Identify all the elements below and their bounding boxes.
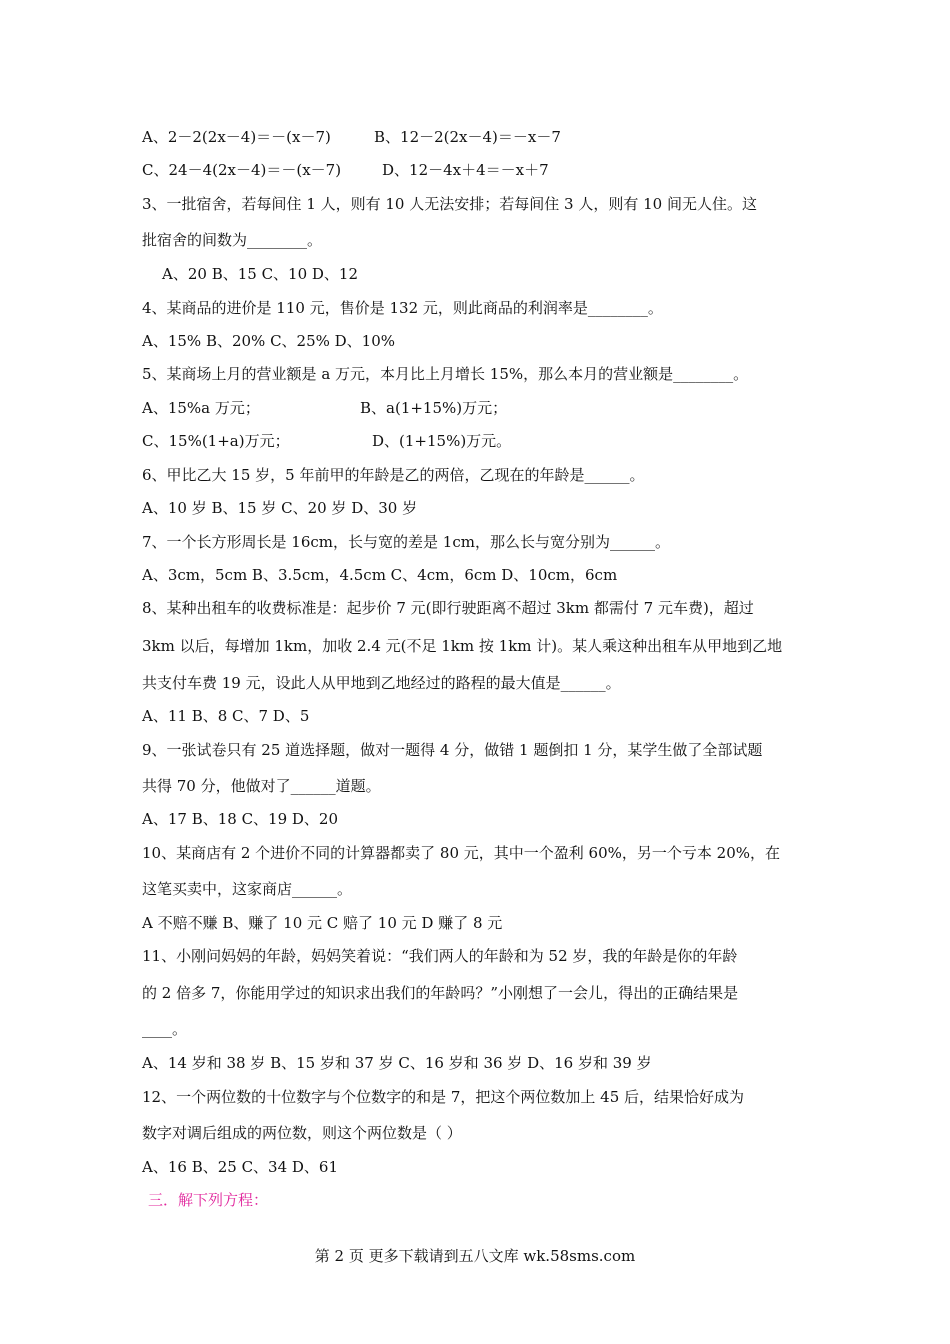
question-9-line-1: 9、一张试卷只有 25 道选择题，做对一题得 4 分，做错 1 题倒扣 1 分，某学生做了全部试题 [142,741,763,759]
question-4-options: A、15% B、20% C、25% D、10% [142,332,396,350]
question-6: 6、甲比乙大 15 岁，5 年前甲的年龄是乙的两倍，乙现在的年龄是______。 [142,466,645,484]
question-12-line-2: 数字对调后组成的两位数，则这个两位数是（ ） [142,1124,462,1142]
question-10-line-2: 这笔买卖中，这家商店______。 [142,880,353,898]
section-title: 三．解下列方程： [148,1191,269,1209]
question-8-line-2: 3km 以后，每增加 1km，加收 2.4 元(不足 1km 按 1km 计)。某人乘这种出租车从甲地到乙地 [142,637,783,655]
option-d: D、12－4x＋4＝－x＋7 [382,161,549,179]
question-11-line-2: 的 2 倍多 7，你能用学过的知识求出我们的年龄吗？”小刚想了一会儿，得出的正确结果是 [142,984,739,1002]
option-b: B、a(1+15%)万元； [360,399,508,417]
question-10-line-1: 10、某商店有 2 个进价不同的计算器都卖了 80 元，其中一个盈利 60%，另一个亏本 20%，在 [142,844,781,862]
question-7: 7、一个长方形周长是 16cm，长与宽的差是 1cm，那么长与宽分别为______。 [142,533,670,551]
q2-options-cd [142,160,822,180]
question-8-line-1: 8、某种出租车的收费标准是：起步价 7 元(即行驶距离不超过 3km 都需付 7 元车费)，超过 [142,599,754,617]
question-6-options: A、10 岁 B、15 岁 C、20 岁 D、30 岁 [142,499,418,517]
q5-options-ab [142,398,822,418]
option-d: D、(1+15%)万元。 [372,432,512,450]
question-8-options: A、11 B、8 C、7 D、5 [142,707,310,725]
question-4: 4、某商品的进价是 110 元，售价是 132 元，则此商品的利润率是________。 [142,299,663,317]
question-8-line-3: 共支付车费 19 元，设此人从甲地到乙地经过的路程的最大值是______。 [142,674,621,692]
question-9-line-2: 共得 70 分，他做对了______道题。 [142,777,381,795]
question-3-line-1: 3、一批宿舍，若每间住 1 人，则有 10 人无法安排；若每间住 3 人，则有 10 间无人住。这 [142,195,757,213]
q5-options-cd [142,431,822,451]
question-10-options: A 不赔不赚 B、赚了 10 元 C 赔了 10 元 D 赚了 8 元 [142,914,503,932]
question-12-line-1: 12、一个两位数的十位数字与个位数字的和是 7，把这个两位数加上 45 后，结果恰好成为 [142,1088,745,1106]
option-c: C、15%(1+a)万元； [142,432,290,450]
q2-options-ab [142,127,822,147]
question-11-options: A、14 岁和 38 岁 B、15 岁和 37 岁 C、16 岁和 36 岁 D、16 岁和 39 岁 [142,1054,652,1072]
question-9-options: A、17 B、18 C、19 D、20 [142,810,339,828]
option-b: B、12－2(2x－4)＝－x－7 [374,128,561,146]
option-a: A、2－2(2x－4)＝－(x－7) [142,128,331,146]
question-5: 5、某商场上月的营业额是 a 万元，本月比上月增长 15%，那么本月的营业额是________。 [142,365,749,383]
question-12-options: A、16 B、25 C、34 D、61 [142,1158,339,1176]
question-3-options: A、20 B、15 C、10 D、12 [162,265,359,283]
question-7-options: A、3cm，5cm B、3.5cm，4.5cm C、4cm，6cm D、10cm，6cm [142,566,618,584]
question-3-line-2: 批宿舍的间数为________。 [142,231,323,249]
question-11-line-1: 11、小刚问妈妈的年龄，妈妈笑着说：“我们两人的年龄和为 52 岁，我的年龄是你的年龄 [142,947,738,965]
page-footer: 第 2 页 更多下载请到五八文库 wk.58sms.com [314,1247,636,1265]
question-11-line-3: ____。 [142,1020,188,1038]
option-c: C、24－4(2x－4)＝－(x－7) [142,161,342,179]
option-a: A、15%a 万元； [142,399,260,417]
